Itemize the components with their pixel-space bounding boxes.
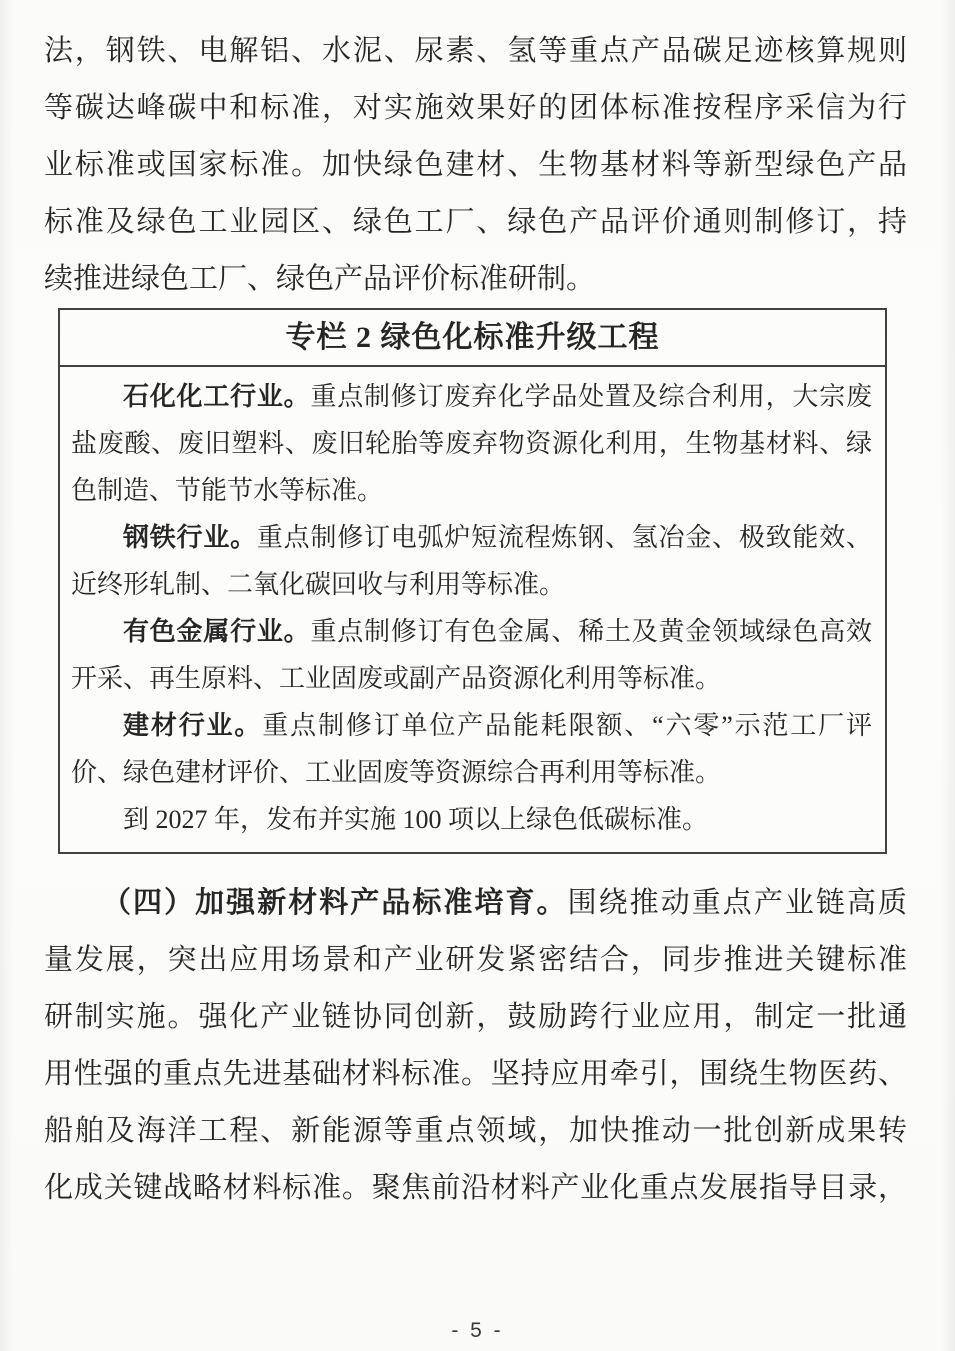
text-line <box>44 194 907 251</box>
text-line <box>71 749 872 796</box>
text-line <box>44 137 907 194</box>
text-segment: 价、绿色建材评价、工业固废等资源综合再利用等标准。 <box>71 758 722 787</box>
text-segment: 船舶及海洋工程、新能源等重点领域，加快推动一批创新成果转 <box>44 1115 907 1147</box>
box-paragraph <box>71 702 872 796</box>
text-segment: 开采、再生原料、工业固废或副产品资源化利用等标准。 <box>71 664 722 693</box>
text-line <box>44 875 907 932</box>
text-segment: 量发展，突出应用场景和产业研发紧密结合，同步推进关键标准 <box>44 944 907 976</box>
bold-text-segment: 建材行业。 <box>123 711 263 740</box>
text-segment: 用性强的重点先进基础材料标准。坚持应用牵引，围绕生物医药、 <box>44 1058 907 1090</box>
box-paragraph <box>71 608 872 702</box>
text-segment: 法，钢铁、电解铝、水泥、尿素、氢等重点产品碳足迹核算规则 <box>44 35 907 67</box>
text-line <box>71 420 872 467</box>
bold-text-segment: 钢铁行业。 <box>123 523 257 552</box>
text-segment: 标准及绿色工业园区、绿色工厂、绿色产品评价通则制修订，持 <box>44 206 907 238</box>
text-line <box>44 80 907 137</box>
text-line <box>71 655 872 702</box>
text-line <box>44 1160 907 1217</box>
box-paragraph <box>71 796 872 843</box>
text-segment: 近终形轧制、二氧化碳回收与利用等标准。 <box>71 570 566 599</box>
text-line <box>71 373 872 420</box>
text-segment: 重点制修订单位产品能耗限额、“六零”示范工厂评 <box>262 711 872 740</box>
section-4-paragraph <box>44 875 907 1217</box>
text-segment: 重点制修订废弃化学品处置及综合利用，大宗废 <box>310 382 872 411</box>
text-segment: 化成关键战略材料标准。聚焦前沿材料产业化重点发展指导目录， <box>44 1172 907 1204</box>
text-line <box>71 467 872 514</box>
bold-text-segment: （四）加强新材料产品标准培育。 <box>102 887 568 919</box>
bold-text-segment: 石化化工行业。 <box>123 382 311 411</box>
intro-paragraph <box>44 23 907 308</box>
text-line <box>44 251 907 308</box>
text-segment: 重点制修订有色金属、稀土及黄金领域绿色高效 <box>310 617 872 646</box>
text-line <box>44 1046 907 1103</box>
text-segment: 盐废酸、废旧塑料、废旧轮胎等废弃物资源化利用，生物基材料、绿 <box>71 429 872 458</box>
text-segment: 到 2027 年，发布并实施 100 项以上绿色低碳标准。 <box>123 805 709 834</box>
text-line <box>71 514 872 561</box>
box-body <box>60 367 885 852</box>
text-line <box>71 561 872 608</box>
box-paragraph <box>71 373 872 514</box>
text-line <box>44 932 907 989</box>
box-title: 专栏 2 绿色化标准升级工程 <box>60 310 885 367</box>
page-number: - 5 - <box>451 1319 504 1342</box>
text-segment: 续推进绿色工厂、绿色产品评价标准研制。 <box>44 263 596 295</box>
text-segment: 色制造、节能节水等标准。 <box>71 476 384 505</box>
text-line <box>44 989 907 1046</box>
bold-text-segment: 有色金属行业。 <box>123 617 311 646</box>
text-segment: 业标准或国家标准。加快绿色建材、生物基材料等新型绿色产品 <box>44 149 907 181</box>
text-segment: 等碳达峰碳中和标准，对实施效果好的团体标准按程序采信为行 <box>44 92 907 124</box>
text-line <box>71 796 872 843</box>
text-segment: 重点制修订电弧炉短流程炼钢、氢冶金、极致能效、 <box>256 523 872 552</box>
special-column-box <box>58 308 887 854</box>
box-paragraph <box>71 514 872 608</box>
text-segment: 围绕推动重点产业链高质 <box>567 887 907 919</box>
text-line <box>44 23 907 80</box>
text-line <box>71 608 872 655</box>
text-line <box>44 1103 907 1160</box>
text-segment: 研制实施。强化产业链协同创新，鼓励跨行业应用，制定一批通 <box>44 1001 907 1033</box>
text-line <box>71 702 872 749</box>
